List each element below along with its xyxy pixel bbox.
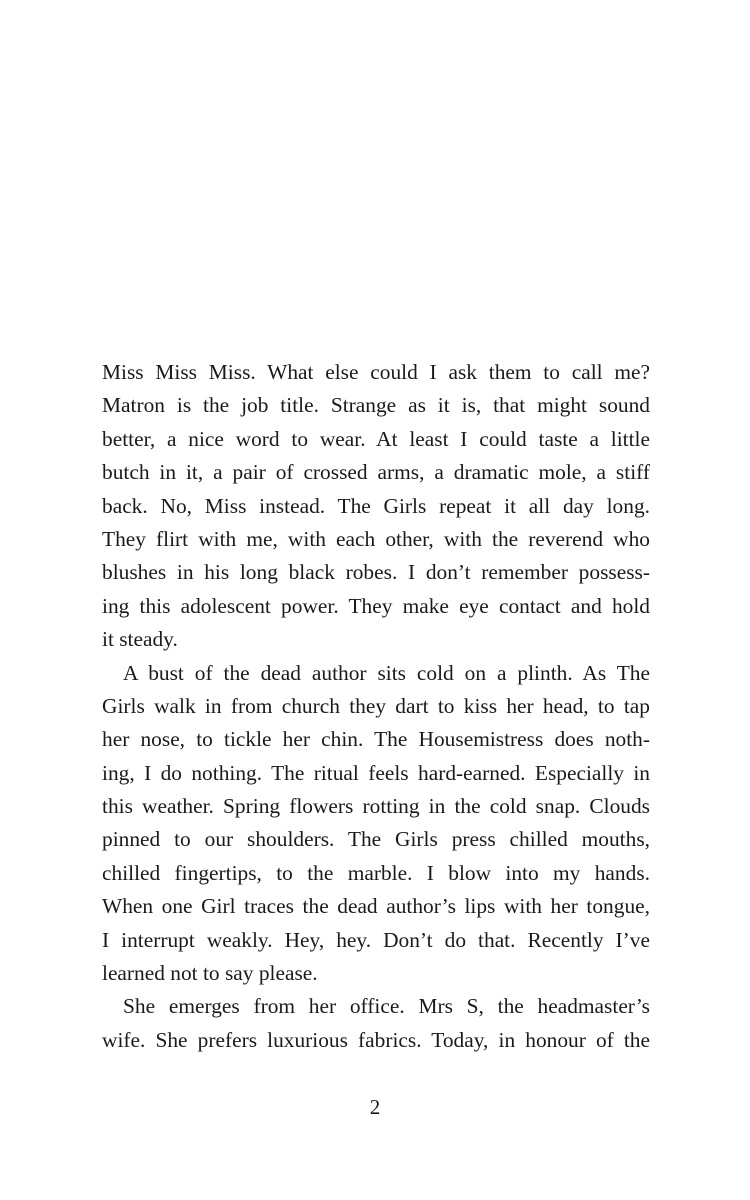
text-line: Matron is the job title. Strange as it is, that might sound — [102, 393, 650, 418]
text-line: learned not to say please. — [102, 961, 318, 986]
text-line: her nose, to tickle her chin. The Housemistress does noth- — [102, 727, 650, 752]
text-line: She emerges from her office. Mrs S, the headmaster’s — [123, 994, 650, 1019]
text-line: ing, I do nothing. The ritual feels hard-earned. Especially in — [102, 760, 650, 785]
text-line: A bust of the dead author sits cold on a plinth. As The — [123, 660, 650, 685]
text-line: When one Girl traces the dead author’s lips with her tongue, — [102, 894, 650, 919]
text-line: wife. She prefers luxurious fabrics. Today, in honour of the — [102, 1027, 650, 1052]
paragraph — [102, 356, 650, 657]
text-line: They flirt with me, with each other, with the reverend who — [102, 526, 650, 551]
text-line: Miss Miss Miss. What else could I ask them to call me? — [102, 360, 650, 384]
text-line: I interrupt weakly. Hey, hey. Don’t do that. Recently I’ve — [102, 927, 650, 952]
text-line: chilled fingertips, to the marble. I blow into my hands. — [102, 860, 650, 885]
text-line: it steady. — [102, 627, 178, 652]
text-line: back. No, Miss instead. The Girls repeat it all day long. — [102, 493, 650, 518]
text-line: butch in it, a pair of crossed arms, a dramatic mole, a stiff — [102, 460, 650, 485]
text-line: better, a nice word to wear. At least I could taste a little — [102, 426, 650, 451]
body-text — [102, 356, 650, 1057]
text-line: ing this adolescent power. They make eye contact and hold — [102, 593, 650, 618]
page-number: 2 — [369, 1095, 381, 1119]
paragraph — [102, 990, 650, 1057]
text-line: pinned to our shoulders. The Girls press chilled mouths, — [102, 827, 650, 852]
text-line: blushes in his long black robes. I don’t remember possess- — [102, 560, 650, 585]
paragraph — [102, 657, 650, 991]
text-line: Girls walk in from church they dart to kiss her head, to tap — [102, 693, 650, 718]
text-line: this weather. Spring flowers rotting in the cold snap. Clouds — [102, 794, 650, 819]
